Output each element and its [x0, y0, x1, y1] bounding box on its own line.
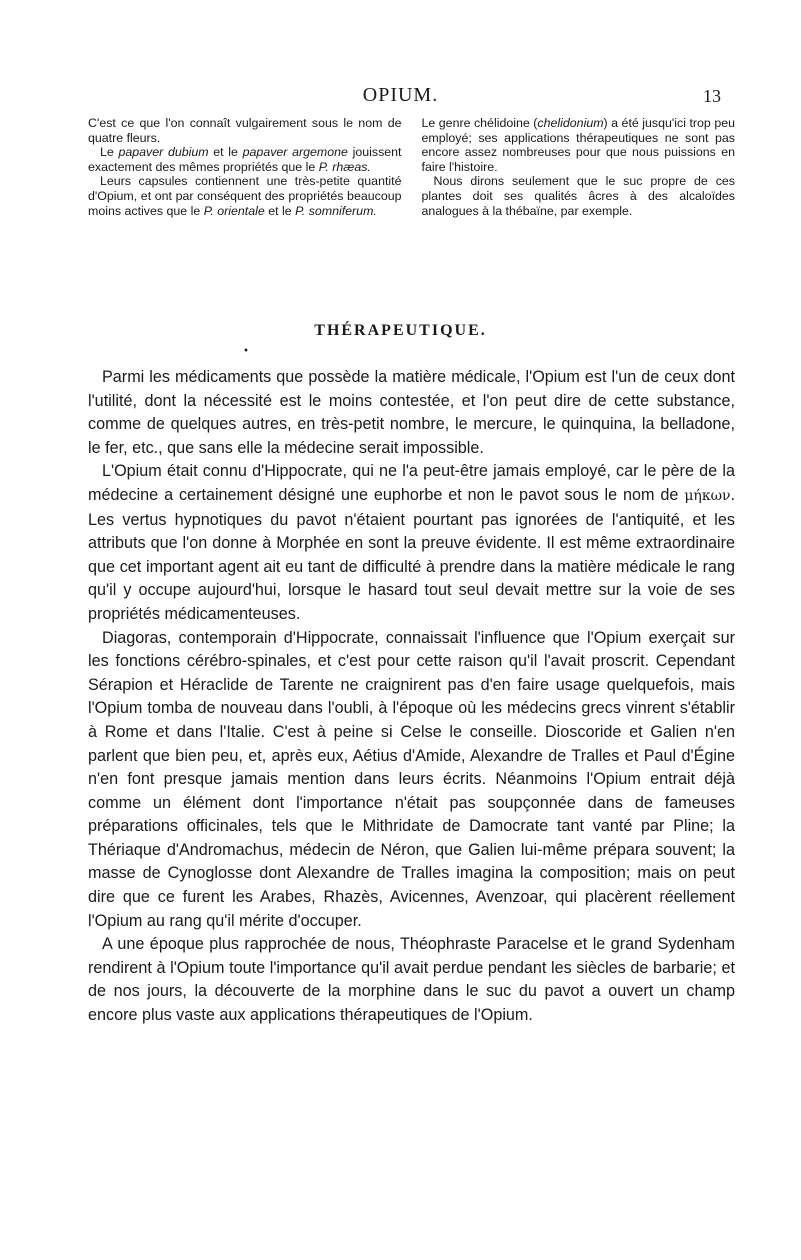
species-name: P. somniferum. [295, 203, 377, 218]
species-name: P. orientale [203, 203, 265, 218]
text-run: L'Opium était connu d'Hippocrate, qui ne l'a peut-être jamais employé, car le père de la médecine a certainement désigné une euphorbe et non le pavot sous le nom de [88, 462, 735, 504]
species-name: P. rhæas. [318, 159, 371, 174]
text-run: Le [100, 145, 119, 160]
left-paragraph-3 [88, 174, 402, 218]
text-run: jouissent exactement des mêmes propriétés que le [88, 145, 402, 174]
page-number: 13 [703, 86, 721, 106]
left-paragraph-2 [88, 145, 402, 174]
greek-word: μήκων [684, 487, 731, 504]
body-paragraph-4: A une époque plus rapprochée de nous, Théophraste Paracelse et le grand Sydenham rendirent à l'Opium toute l'importance qu'il avait perdue pendant les siècles de barbarie; et de nos jours, la découverte de la morphine dans le suc du pavot a ouvert un champ encore plus vaste aux applications thérapeutiques de l'Opium. [88, 935, 735, 1025]
body-paragraph-3: Diagoras, contemporain d'Hippocrate, connaissait l'influence que l'Opium exerçait sur les fonctions cérébro-spinales, et c'est pour cette raison qu'il l'avait proscrit. Cependant Sérapion et Héraclide de Tarente ne craignirent pas d'en faire usage quelquefois, mais l'Opium tomba de nouveau dans l'oubli, à l'époque où les médecins grecs vinrent s'établir à Rome et dans l'Italie. C'est à peine si Celse le conseille. Dioscoride et Galien n'en parlent que bien peu, et, après eux, Aétius d'Amide, Alexandre de Tralles et Paul d'Égine n'en font presque jamais mention dans leurs écrits. Néanmoins l'Opium entrait déjà comme un élément dont l'importance n'était pas soupçonnée dans de fameuses préparations officinales, tels que le Mithridate de Damocrate tant vanté par Pline; la Thériaque d'Andromachus, médecin de Néron, que Galien lui-même prépara souvent; la masse de Cynoglosse dont Alexandre de Tralles imagina la composition; mais on peut dire que ce furent les Arabes, Rhazès, Avicennes, Avenzoar, qui placèrent réellement l'Opium au rang qu'il mérite d'occuper. [88, 628, 735, 930]
text-run: Leurs capsules contiennent une très-petite quantité d'Opium, et ont par conséquent des propriétés beaucoup moins actives que le [88, 174, 402, 218]
page-header [80, 84, 721, 110]
text-run: et le [208, 145, 243, 160]
left-paragraph-1: C'est ce que l'on connaît vulgairement sous le nom de quatre fleurs. [88, 116, 402, 145]
body-paragraph-1: Parmi les médicaments que possède la matière médicale, l'Opium est l'un de ceux dont l'utilité, dont la nécessité est le moins contestée, et l'on peut dire de cette substance, comme de quelques autres, en très-petit nombre, le mercure, le quinquina, la belladone, le fer, etc., que sans elle la médecine serait impossible. [88, 368, 735, 457]
text-run: et le [264, 203, 296, 218]
text-run: ) a été jusqu'ici trop peu employé; ses applications thérapeutiques ne sont pas encore assez nombreuses pour que nous puissions en faire l'histoire. [421, 116, 735, 174]
section-heading: THÉRAPEUTIQUE. [314, 322, 487, 339]
section-mark: • [243, 346, 249, 357]
running-title: OPIUM. [362, 84, 439, 106]
text-run: Le genre chélidoine ( [421, 116, 538, 130]
species-name: papaver argemone [242, 145, 348, 160]
right-column [422, 116, 736, 218]
right-paragraph-2: Nous dirons seulement que le suc propre de ces plantes doit ses qualités âcres à des alcaloïdes analogues à la thébaïne, par exemple. [421, 174, 735, 218]
main-text [88, 366, 735, 1028]
species-name: papaver dubium [118, 145, 209, 160]
two-column-notes [88, 116, 735, 218]
genus-name: chelidonium [537, 116, 604, 130]
text-run: . Les vertus hypnotiques du pavot n'étaient pourtant pas ignorées de l'antiquité, et les attributs que l'on donne à Morphée en sont la preuve évidente. Il est même extraordinaire que cet important agent ait eu tant de difficulté à prendre dans la matière médicale le rang qu'il y occupe aujourd'hui, lorsque le hasard tout seul devait mettre sur la voie de ses propriétés médicamenteuses. [88, 485, 735, 623]
left-column [88, 116, 402, 218]
right-paragraph-1 [422, 116, 736, 174]
body-paragraph-2 [88, 460, 735, 626]
